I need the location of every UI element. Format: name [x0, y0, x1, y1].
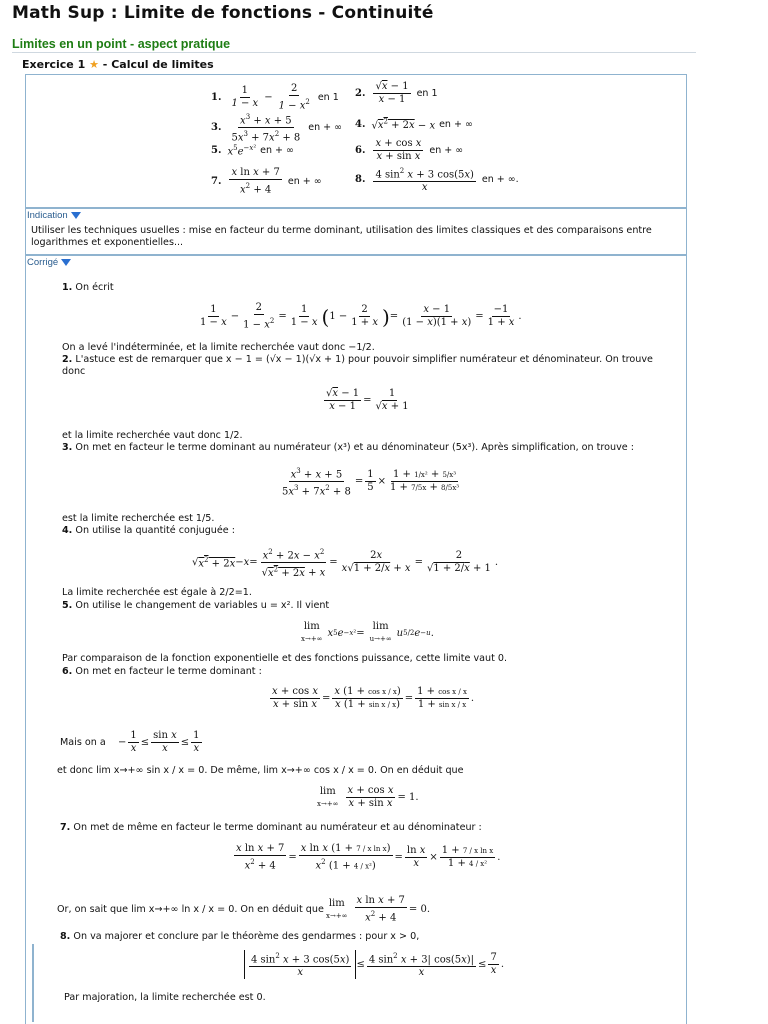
formula-2: $\frac{√x - 1}{x - 1}$ = $\frac{1}{√x + 1}$: [326, 388, 409, 412]
formula-5: lim x→+∞ x 5 e −x² = lim u→+∞ u 5/2 e −u .: [301, 621, 434, 643]
corrige-text: et donc lim x→+∞ sin x / x = 0. De même, lim x→+∞ cos x / x = 0. On en déduit que: [57, 765, 464, 776]
corrige-step-8: 8. On va majorer et conclure par le théorème des gendarmes : pour x > 0,: [60, 931, 420, 942]
exercise-item-2: 2. $\frac{√x - 1}{x - 1}$ en 1: [355, 81, 438, 105]
exercise-item-1: 1. $\frac{1}{1 - x}$ − $\frac{2}{1 - x^2}$ en 1: [211, 83, 339, 112]
formula-6-lim: lim x→+∞ $\frac{\text{x + cos x}}{\text{x + sin x}}$ = 1.: [317, 785, 419, 809]
corrige-text: donc: [62, 366, 86, 377]
exercise-title: Exercice 1 ★ - Calcul de limites: [22, 58, 214, 71]
corrige-text: Mais on a: [60, 737, 106, 748]
corrige-step-5: 5. On utilise le changement de variables u = x². Il vient: [62, 600, 330, 611]
corrige-text: Or, on sait que lim x→+∞ ln x / x = 0. On en déduit que: [57, 904, 324, 915]
corrige-text: La limite recherchée est égale à 2/2=1.: [62, 587, 252, 598]
indication-text: logarithmes et exponentielles...: [31, 237, 184, 248]
corrige-step-7: 7. On met de même en facteur le terme dominant au numérateur et au dénominateur :: [60, 822, 482, 833]
exercise-item-8: 8. $\frac{4 \sin^2 x + 3 \cos(5x)}{x}$ en + ∞.: [355, 167, 519, 194]
exercise-item-4: 4. $√x^2 + 2x - x$ en + ∞: [355, 118, 473, 132]
star-icon: ★: [89, 58, 99, 71]
exercise-item-6: 6. $\frac{\text{x + cos x}}{\text{x + sin x}}$ en + ∞: [355, 138, 464, 162]
formula-1: $\frac{1}{1 - x}$ − $\frac{2}{1 - x^2}$ = $\frac{1}{1 - x}$ ( 1 − $\frac{2}{1 + x}$ ) = $\frac{x - 1}{(1 - x)(1 + x)}$ = $\frac{-1}{1 + x}$ .: [200, 302, 522, 331]
exercise-item-3: 3. $\frac{x^3 + x + 5}{5x^3 + 7x^2 + 8}$ en + ∞: [211, 113, 343, 144]
formula-6: $\frac{\text{x + cos x}}{\text{x + sin x}}$ = $\frac{\text{x (1 + cos x / x)}}{\text{x (1 + sin x / x)}}$ = $\frac{\text{1 + cos x / x}}{\text{1 + sin x / x}}$ .: [272, 686, 475, 710]
divider: [32, 944, 34, 1022]
corrige-step-1: 1. On écrit: [62, 282, 114, 293]
corrige-text: Par majoration, la limite recherchée est 0.: [64, 992, 266, 1003]
formula-8: $\frac{4 \sin^2 x + 3 \cos(5x)}{x}$ ≤ $\frac{4 \sin^2 x + 3| \cos(5x)|}{x}$ ≤ $\frac{7}{x}$ .: [244, 950, 504, 979]
page-title: Math Sup : Limite de fonctions - Continuité: [12, 3, 434, 23]
corrige-step-2: 2. L'astuce est de remarquer que x − 1 = (√x − 1)(√x + 1) pour pouvoir simplifier numérateur et dénominateur. On trouve: [62, 354, 653, 365]
triangle-down-icon: [71, 212, 81, 219]
corrige-text: et la limite recherchée vaut donc 1/2.: [62, 430, 243, 441]
exercise-item-7: 7. $\frac{\text{x ln x + 7}}{x^2 + 4}$ en + ∞: [211, 167, 322, 196]
corrige-text: est la limite recherchée est 1/5.: [62, 513, 215, 524]
formula-3: $\frac{x^3 + x + 5}{5x^3 + 7x^2 + 8}$ = $\frac{1}{5}$ × $\frac{\text{1 + 1/x² + 5/x³}}{\text{1 + 7/5x + 8/5x³}}$: [282, 467, 460, 498]
triangle-down-icon: [61, 259, 71, 266]
corrige-text: Par comparaison de la fonction exponentielle et des fonctions puissance, cette limite vaut 0.: [62, 653, 508, 664]
section-subtitle: Limites en un point - aspect pratique: [12, 37, 231, 51]
indication-toggle[interactable]: Indication: [27, 210, 81, 221]
divider: [12, 52, 696, 53]
exercise-item-5: 5. $x^5e^{-x^2}$ en + ∞: [211, 144, 294, 158]
indication-text: Utiliser les techniques usuelles : mise en facteur du terme dominant, utilisation des limites classiques et des comparaisons entre: [31, 225, 652, 236]
corrige-step-6: 6. On met en facteur le terme dominant :: [62, 666, 262, 677]
corrige-step-4: 4. On utilise la quantité conjuguée :: [62, 525, 235, 536]
formula-7: $\frac{\text{x ln x + 7}}{x^2 + 4}$ = $\frac{\text{x ln x (1 + 7 / x ln x)}}{x^2 (1 + 4 / x^2)}$ = $\frac{\text{ln x}}{x}$ × $\frac{\text{1 + 7 / x ln x}}{\text{1 + 4 / x²}}$ .: [236, 843, 501, 872]
corrige-step-3: 3. On met en facteur le terme dominant au numérateur (x³) et au dénominateur (5x³). Après simplification, on trouve :: [62, 442, 634, 453]
corrige-toggle[interactable]: Corrigé: [27, 257, 71, 268]
formula-7-lim: lim x→+∞ $\frac{\text{x ln x + 7}}{x^2 + 4}$ = 0.: [326, 895, 431, 924]
corrige-text: On a levé l'indéterminée, et la limite recherchée vaut donc −1/2.: [62, 342, 375, 353]
formula-4: √ $x^2 + 2x$ − x = $\frac{x^2 + 2x - x^2}{√x^2 + 2x + x}$ = $\frac{2x}{x√1 + 2/x + x}$ = $\frac{2}{√1 + 2/x + 1}$ .: [192, 548, 499, 579]
formula-6-ineq: − $\frac{1}{x}$ ≤ $\frac{\text{sin x}}{x}$ ≤ $\frac{1}{x}$: [118, 730, 200, 754]
